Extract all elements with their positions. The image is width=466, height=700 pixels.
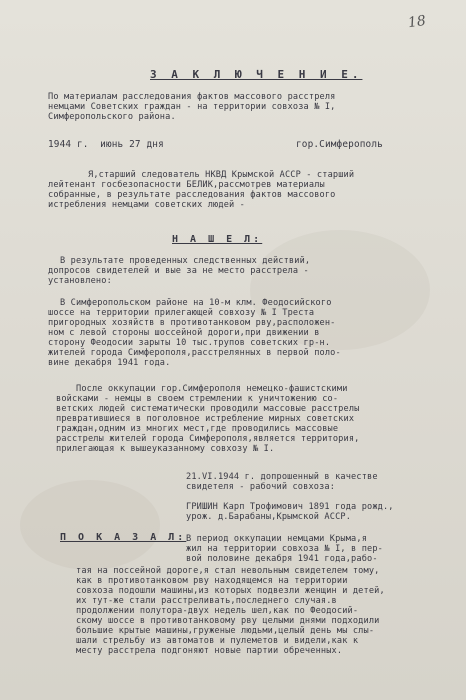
testimony-line: шали стрельбу из автоматов и пулеметов и видели,как к bbox=[76, 636, 359, 646]
paragraph-line: войсками - немцы в своем стремлении к уничтожению со- bbox=[56, 394, 339, 404]
established-line: В результате проведенных следственных действий, bbox=[60, 256, 311, 266]
paragraph-line: ном с левой стороны шоссейной дороги,при движении в bbox=[48, 328, 320, 338]
witness-intro-line: свидетеля - рабочий совхоза: bbox=[186, 482, 336, 492]
subject-line: немцами Советских граждан - на территории совхоза № I, bbox=[48, 102, 336, 112]
witness-details-line: урож. д.Барабаны,Крымской АССР. bbox=[186, 512, 352, 522]
testimony-line: вой половине декабря 1941 года,рабо- bbox=[186, 554, 378, 564]
paragraph-line: шоссе на территории прилегающей совхозу № I Треста bbox=[48, 308, 315, 318]
paragraph-line: В Симферопольском районе на 10-м клм. Феодосийского bbox=[60, 298, 332, 308]
established-line: допросов свидетелей и вые за не место расстрела - bbox=[48, 266, 309, 276]
established-heading: Н А Ш Е Л: bbox=[172, 234, 263, 245]
established-line: установлено: bbox=[48, 276, 112, 286]
paragraph-line: прилегающая к вышеуказанному совхозу № I. bbox=[56, 444, 275, 454]
testimony-line: месту расстрела подгоняют новые партии обреченных. bbox=[76, 646, 343, 656]
witness-details-line: ГРИШИН Карп Трофимович 1891 года рожд., bbox=[186, 502, 394, 512]
paragraph-line: жителей города Симферополя,расстрелянных в первой поло- bbox=[48, 348, 341, 358]
paragraph-line: ветских людей систематически проводили массовые расстрелы bbox=[56, 404, 360, 414]
paragraph-line: сторону Феодосии зарыты 10 тыс.трупов советских гр-н. bbox=[48, 338, 331, 348]
paragraph-line: вине декабря 1941 года. bbox=[48, 358, 171, 368]
paragraph-line: граждан,одним из многих мест,где проводились массовые bbox=[56, 424, 339, 434]
intro-line: Я,старший следователь НКВД Крымской АССР - старший bbox=[88, 170, 355, 180]
subject-line: По материалам расследования фактов массового расстреля bbox=[48, 92, 336, 102]
testimony-line: их тут-же стали расстреливать,последнего случая.в bbox=[76, 596, 337, 606]
witness-intro-line: 21.VI.1944 г. допрошенный в качестве bbox=[186, 472, 378, 482]
paragraph-line: расстрелы жителей города Симферополя,является территория, bbox=[56, 434, 360, 444]
document-date: 1944 г. июнь 27 дня bbox=[48, 139, 164, 150]
page-number: 18 bbox=[407, 12, 428, 32]
testimony-line: В период оккупации немцами Крыма,я bbox=[186, 534, 368, 544]
intro-line: собранные, в результате расследования фактов массового bbox=[48, 190, 336, 200]
testimony-line: продолжении полутора-двух недель шел,как по Феодосий- bbox=[76, 606, 359, 616]
intro-line: истребления немцами советских людей - bbox=[48, 200, 245, 210]
testimony-line: совхоза подошли машины,из которых подвезли женщин и детей, bbox=[76, 586, 385, 596]
testimony-line: большие крытые машины,груженые людьми,целый день мы слы- bbox=[76, 626, 375, 636]
document-place: гор.Симферополь bbox=[296, 139, 383, 150]
intro-line: лейтенант госбезопасности БЕЛИК,рассмотрев материалы bbox=[48, 180, 325, 190]
paragraph-line: пригородных хозяйств в противотанковом рву,расположен- bbox=[48, 318, 336, 328]
testimony-line: как в противотанковом рву находящемся на территории bbox=[76, 576, 348, 586]
testimony-heading: П О К А З А Л: bbox=[60, 532, 187, 543]
testimony-line: тая на поссейной дороге,я стал невольным свидетелем тому, bbox=[76, 566, 380, 576]
testimony-line: жил на территории совхоза № I, в пер- bbox=[186, 544, 383, 554]
document-title: З А К Л Ю Ч Е Н И Е. bbox=[150, 68, 363, 81]
subject-line: Симферопольского района. bbox=[48, 112, 176, 122]
testimony-line: скому шоссе в противотанковому рву целыми днями подходили bbox=[76, 616, 380, 626]
paragraph-line: После оккупации гор.Симферополя немецко-фашистскими bbox=[76, 384, 348, 394]
paragraph-line: превратившиеся в поголовное истребление мирных советских bbox=[56, 414, 355, 424]
paper-stain bbox=[20, 480, 160, 570]
